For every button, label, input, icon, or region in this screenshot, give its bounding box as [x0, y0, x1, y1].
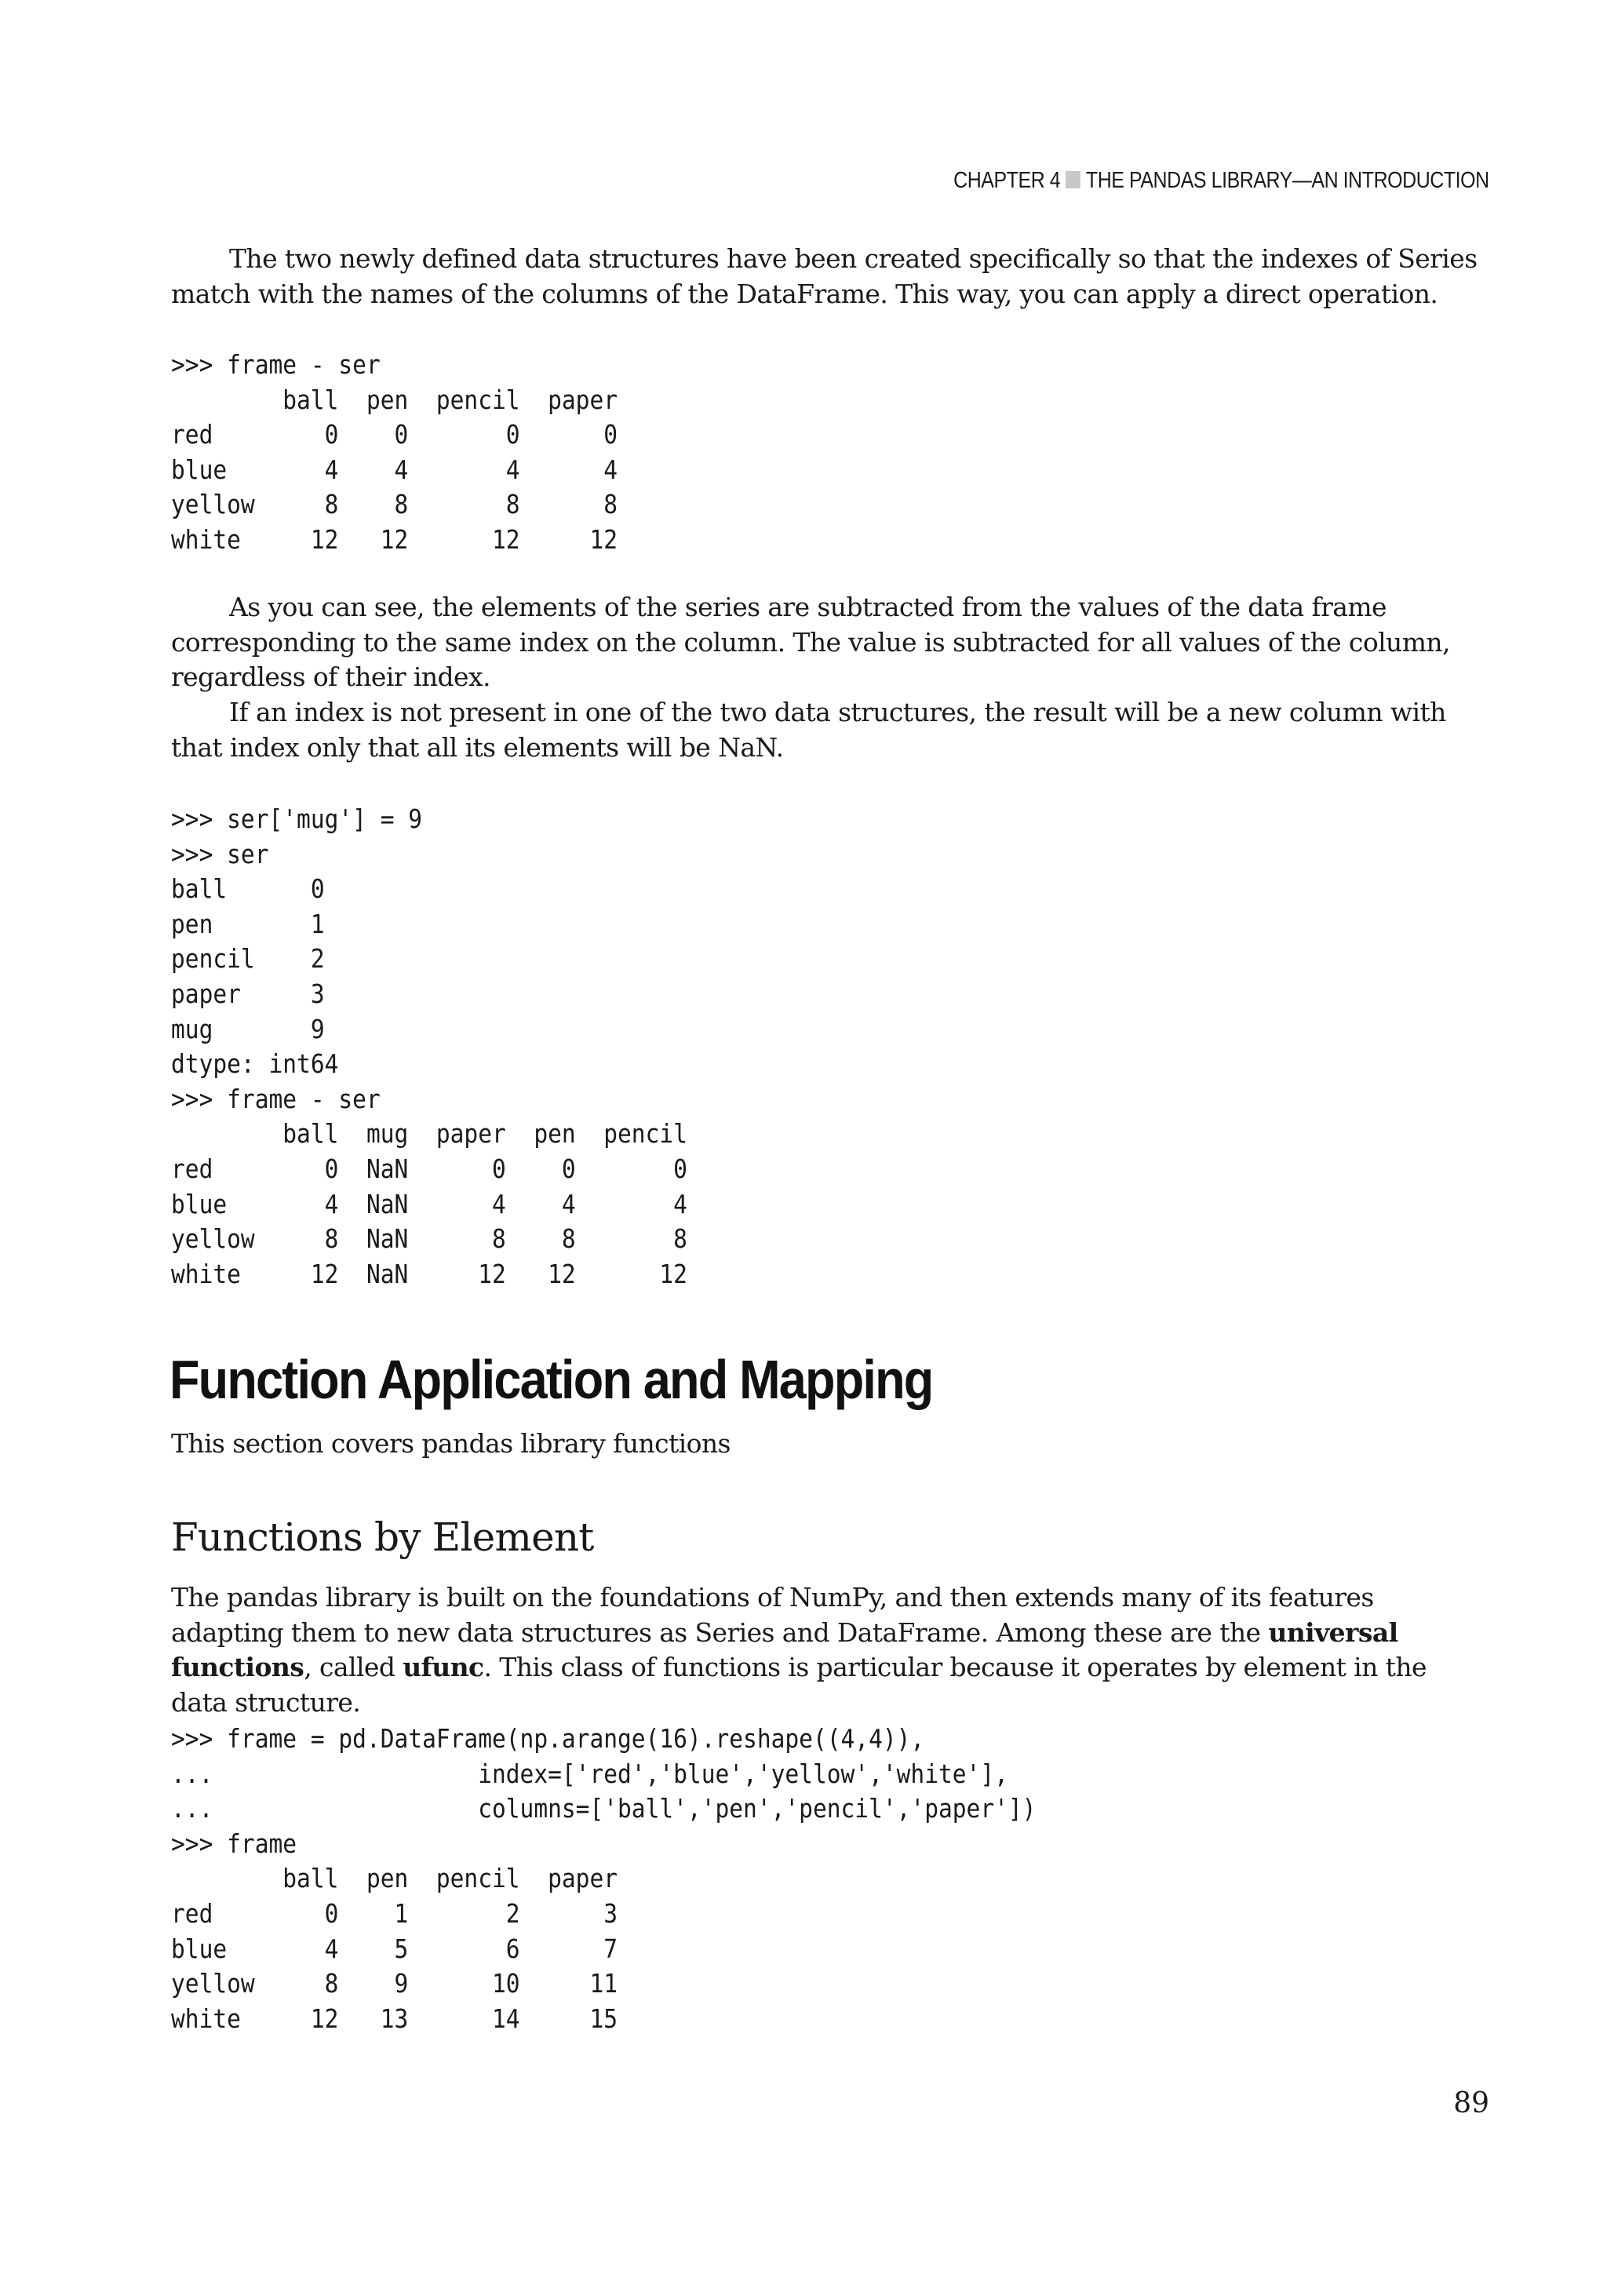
subsection-heading: Functions by Element [171, 1514, 594, 1560]
header-separator-square [1066, 171, 1080, 188]
paragraph-section-intro: This section covers pandas library functions [171, 1428, 731, 1459]
paragraph-intro: The two newly defined data structures have been created specifically so that the indexes of Series match with the names of the columns of the DataFrame. This way, you can apply a direct operation. [171, 243, 1478, 309]
universal-functions-term: universal functions [171, 1616, 1398, 1682]
ufunc-text-middle: , called [304, 1652, 403, 1682]
ufunc-text-start: The pandas library is built on the foundations of NumPy, and then extends many of its features adapting them to new data structures as Series and DataFrame. Among these are the [171, 1582, 1374, 1648]
paragraph-subtraction-explanation: As you can see, the elements of the series are subtracted from the values of the data frame corresponding to the same index on the column. The value is subtracted for all values of the column, regardless of their index. [171, 592, 1450, 692]
ufunc-text-end: . This class of functions is particular because it operates by element in the data structure. [171, 1652, 1427, 1718]
page-number: 89 [1453, 2087, 1489, 2119]
ufunc-term: ufunc [403, 1652, 484, 1682]
code-block-frame-minus-ser: >>> frame - ser ball pen pencil paper red 0 0 0 0 blue 4 4 4 4 yellow 8 8 8 8 white 12 12 12 12 [171, 349, 618, 555]
code-block-mug-series: >>> ser['mug'] = 9 >>> ser ball 0 pen 1 pencil 2 paper 3 mug 9 dtype: int64 >>> frame - ser ball mug paper pen pencil red 0 NaN 0 0 0 blue 4 NaN 4 4 4 yellow 8 NaN 8 8 8 white 12 NaN 12 12 12 [171, 804, 687, 1289]
paragraph-nan-explanation: If an index is not present in one of the two data structures, the result will be a new column with that index only that all its elements will be NaN. [171, 697, 1446, 763]
running-header [953, 168, 1489, 194]
chapter-title: THE PANDAS LIBRARY—AN INTRODUCTION [1086, 168, 1489, 193]
code-block-frame-creation: >>> frame = pd.DataFrame(np.arange(16).reshape((4,4)), ... index=['red','blue','yellow','white'], ... columns=['ball','pen','pencil','paper']) >>> frame ball pen pencil paper red 0 1 2 3 blue 4 5 6 7 yellow 8 9 10 11 white 12 13 14 15 [171, 1723, 1037, 2034]
paragraph-ufunc [171, 1580, 1489, 1720]
section-heading: Function Application and Mapping [169, 1349, 933, 1410]
chapter-label: CHAPTER 4 [953, 168, 1061, 193]
